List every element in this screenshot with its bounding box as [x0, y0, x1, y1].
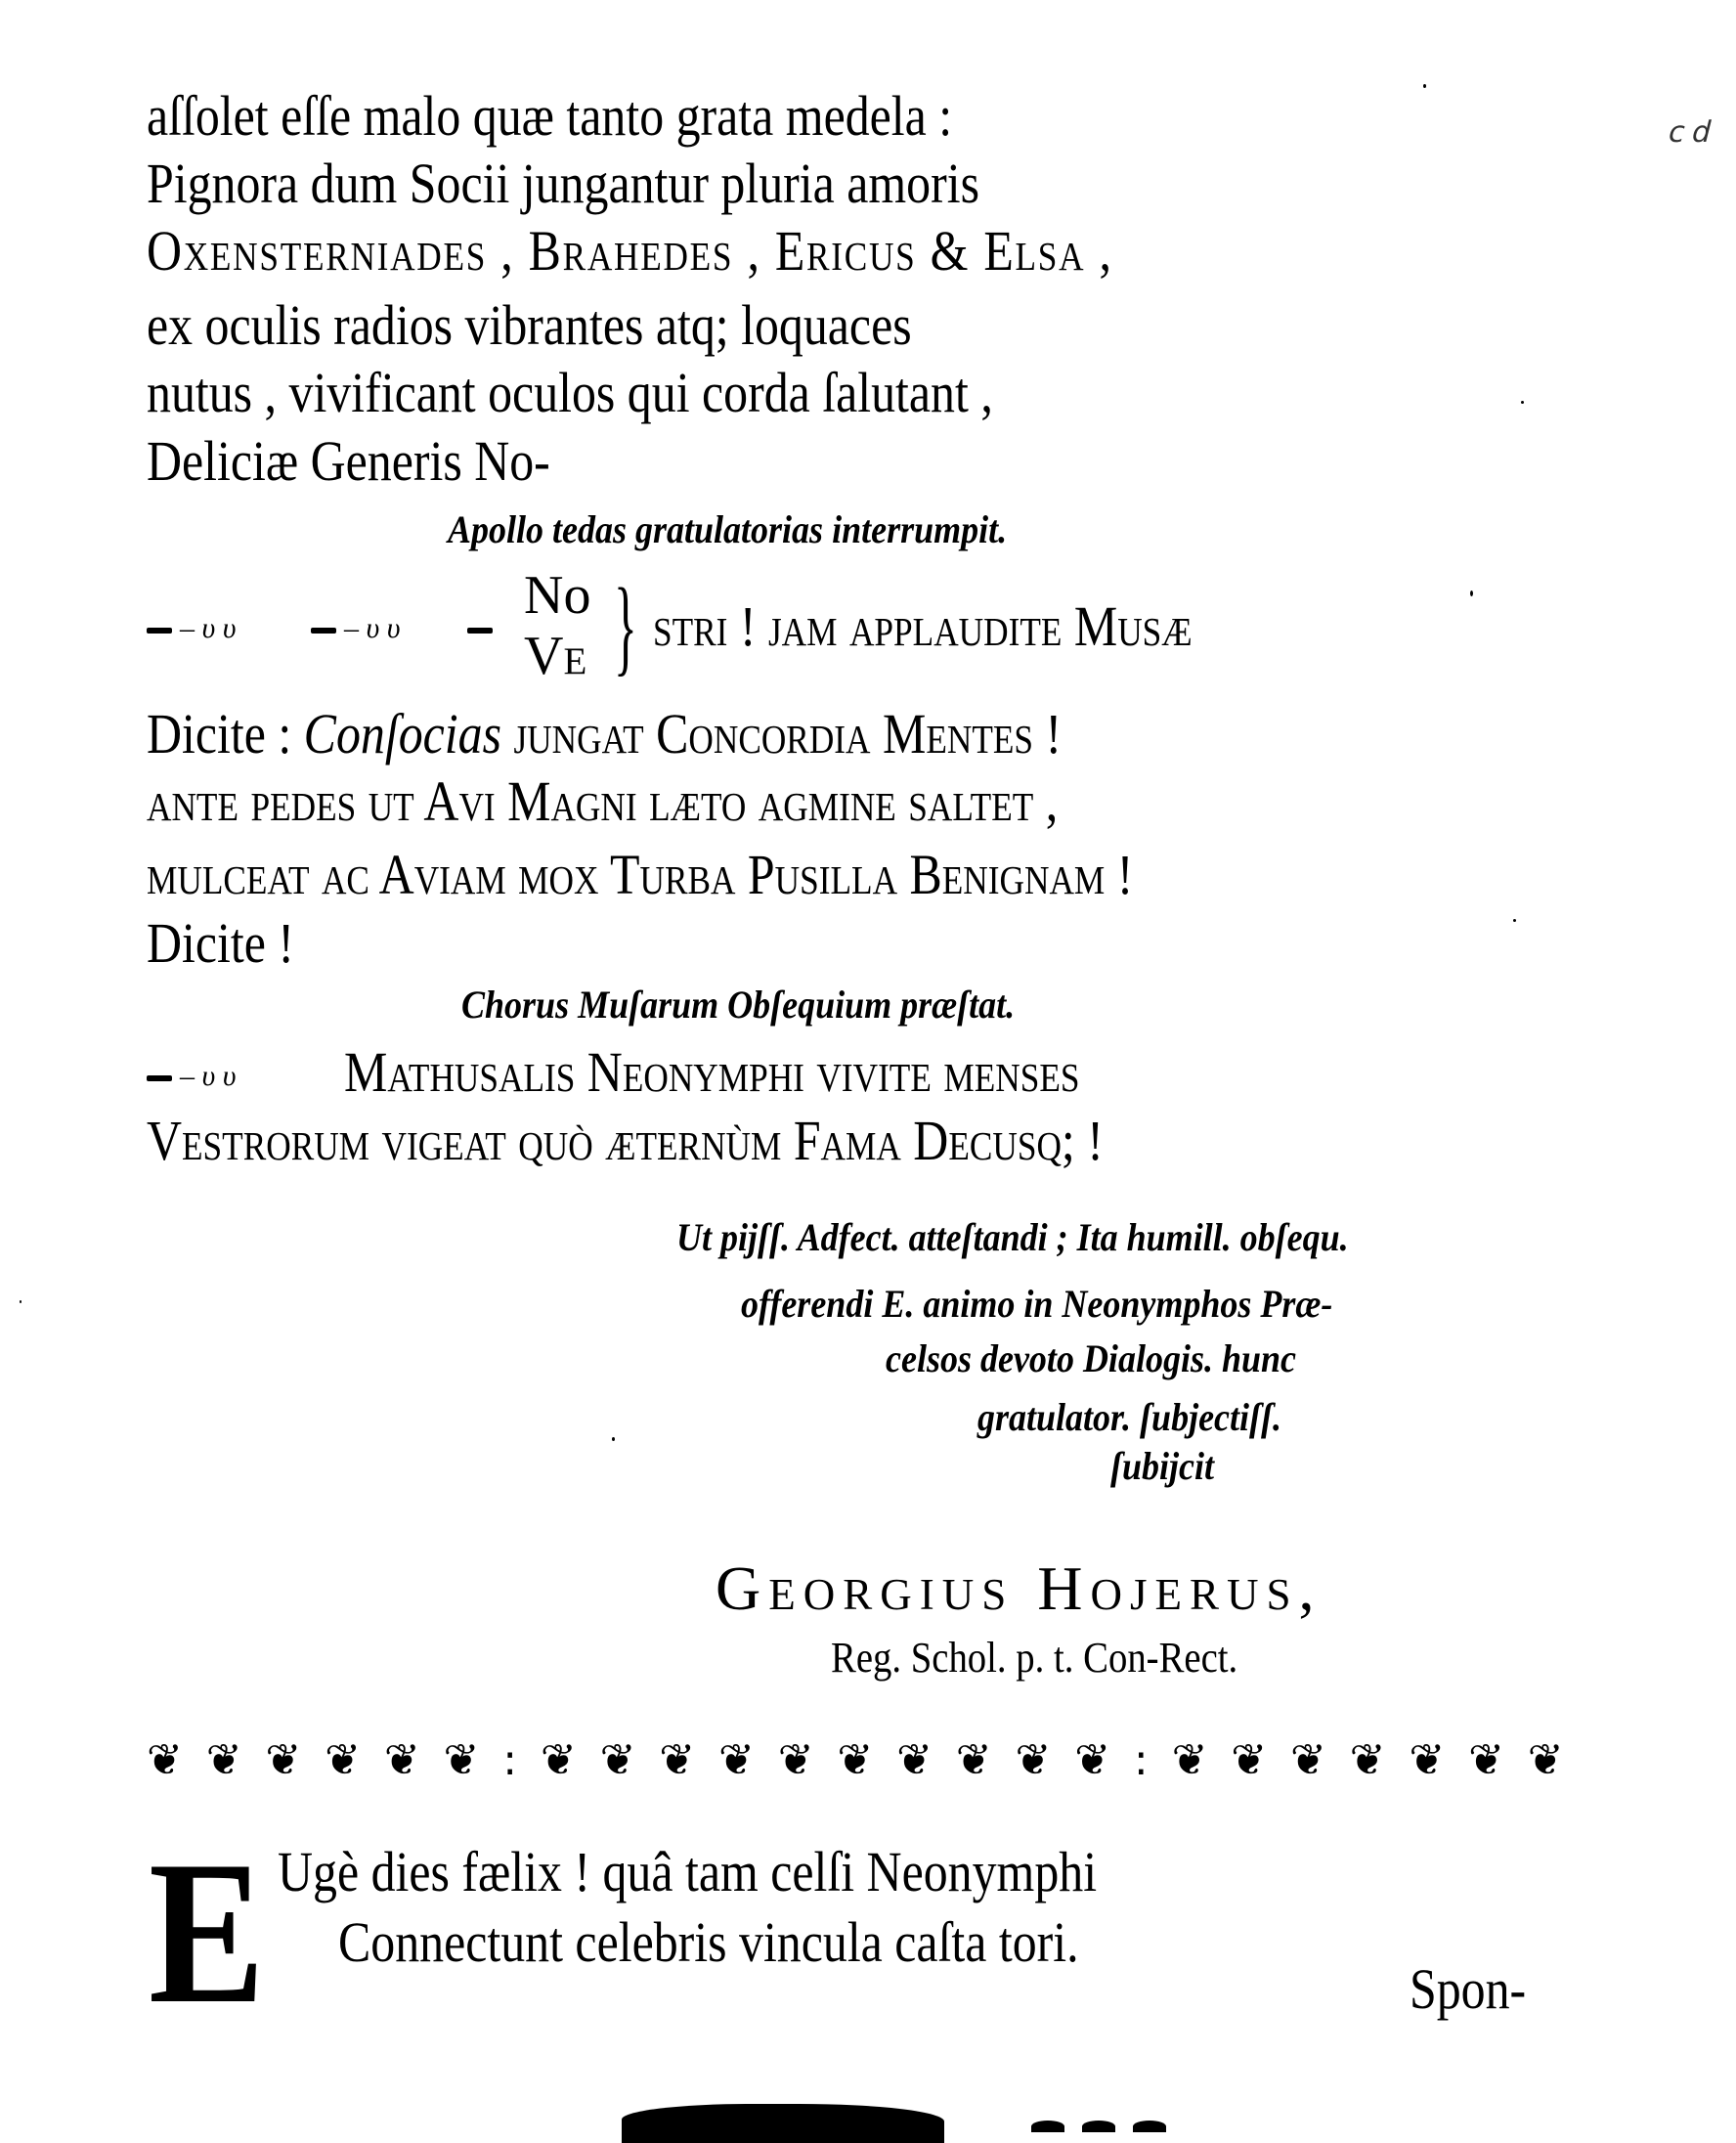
ornament-icon: ❦ — [443, 1735, 480, 1785]
verse-line: nutus , vivificant oculos qui corda ſalutant , — [147, 361, 993, 424]
ornament-icon: ❦ — [1527, 1735, 1564, 1785]
dedication-line: Ut pijſſ. Adfect. atteſtandi ; Ita humill. obſequ. — [676, 1215, 1349, 1259]
brace-icon: } — [614, 566, 637, 685]
drop-cap: E — [149, 1819, 266, 2046]
speck — [1470, 590, 1473, 596]
meter-mark: – υ υ — [147, 612, 237, 645]
dedication-line: celsos devoto Dialogis. hunc — [886, 1336, 1297, 1380]
meter-mark: – υ υ — [311, 612, 401, 645]
ornament-icon: ❦ — [265, 1735, 302, 1785]
meter-mark — [467, 612, 500, 645]
ornament-icon: ❦ — [955, 1735, 992, 1785]
poem-line: Connectunt celebris vincula caſta tori. — [338, 1910, 1079, 1974]
stage-direction: Apollo tedas gratulatorias interrumpit. — [448, 507, 1008, 551]
ornament-icon: ❦ — [540, 1735, 577, 1785]
ornament-separator: : — [1133, 1735, 1149, 1785]
ink-blot — [1031, 2120, 1227, 2139]
ornament-separator: : — [502, 1735, 518, 1785]
margin-note: ⅽ ⅾ — [1667, 116, 1710, 149]
verse-line: Dicite ! — [147, 911, 294, 975]
verse-line: Deliciæ Generis No- — [147, 429, 550, 493]
ornament-icon: ❦ — [599, 1735, 636, 1785]
ornament-icon: ❦ — [1015, 1735, 1052, 1785]
long-syllable-icon — [467, 628, 493, 634]
speck — [1513, 919, 1516, 922]
verse-line: aſſolet eſſe malo quæ tanto grata medela : — [147, 84, 953, 148]
ornament-icon: ❦ — [205, 1735, 242, 1785]
echo-stack — [524, 565, 590, 686]
verse-line: Mathuſalis Neonymphi vivite menſes — [344, 1040, 1080, 1104]
verse-line: ante pedes ut Avi Magni læto agmine ſaltet , — [147, 769, 1059, 833]
ornament-icon: ❦ — [1468, 1735, 1504, 1785]
author-title: Reg. Schol. p. t. Con-Rect. — [831, 1634, 1238, 1682]
ornament-icon: ❦ — [383, 1735, 420, 1785]
long-syllable-icon — [147, 628, 172, 634]
verse-line: mulceat ac Aviam mox Turba Pusilla Benignam ! — [147, 843, 1134, 906]
ornament-icon: ❦ — [1231, 1735, 1268, 1785]
dedication-line: ſubijcit — [1110, 1444, 1215, 1488]
ornament-icon: ❦ — [1349, 1735, 1386, 1785]
ink-blot — [622, 2104, 944, 2143]
verse-line: Dicite : Conſocias jungat Concordia Mentes ! — [147, 702, 1063, 765]
ornament-band — [147, 1735, 1564, 1786]
verse-line: Veſtrorum vigeat quò æternùm Fama Decusq; ! — [147, 1109, 1104, 1172]
verse-line: Oxensterniades , Brahedes , Ericus & Elsa , — [147, 219, 1113, 283]
poem-line: Ugè dies fælix ! quâ tam celſi Neonymphi — [278, 1840, 1098, 1903]
ornament-icon: ❦ — [325, 1735, 361, 1785]
speck — [612, 1437, 615, 1441]
ornament-icon: ❦ — [147, 1735, 183, 1785]
speck — [20, 1300, 22, 1303]
dedication-line: gratulator. ſubjectiſſ. — [977, 1395, 1282, 1439]
ornament-icon: ❦ — [659, 1735, 696, 1785]
ornament-icon: ❦ — [777, 1735, 814, 1785]
stage-direction: Chorus Muſarum Obſequium præſtat. — [461, 983, 1016, 1027]
ornament-icon: ❦ — [837, 1735, 874, 1785]
echo-top: No — [524, 565, 591, 626]
verse-line: Pignora dum Socii jungantur pluria amoris — [147, 152, 980, 215]
catchword: Spon- — [1410, 1957, 1527, 2021]
verse-line: stri ! jam applaudite Muſæ — [653, 594, 1193, 658]
meter-mark: – υ υ — [147, 1060, 237, 1093]
long-syllable-icon — [311, 628, 336, 634]
ornament-icon: ❦ — [1074, 1735, 1111, 1785]
verse-line: ex oculis radios vibrantes atq; loquaces — [147, 293, 912, 357]
ornament-icon: ❦ — [896, 1735, 933, 1785]
ornament-icon: ❦ — [1409, 1735, 1446, 1785]
ornament-icon: ❦ — [1171, 1735, 1208, 1785]
dedication-line: offerendi E. animo in Neonymphos Præ- — [741, 1282, 1333, 1326]
speck — [1521, 401, 1524, 404]
long-syllable-icon — [147, 1075, 172, 1081]
author-name: Georgius Hojerus, — [716, 1553, 1323, 1623]
echo-bottom: Ve — [524, 626, 587, 686]
ornament-icon: ❦ — [1289, 1735, 1326, 1785]
ornament-icon: ❦ — [717, 1735, 755, 1785]
speck — [1423, 84, 1426, 88]
